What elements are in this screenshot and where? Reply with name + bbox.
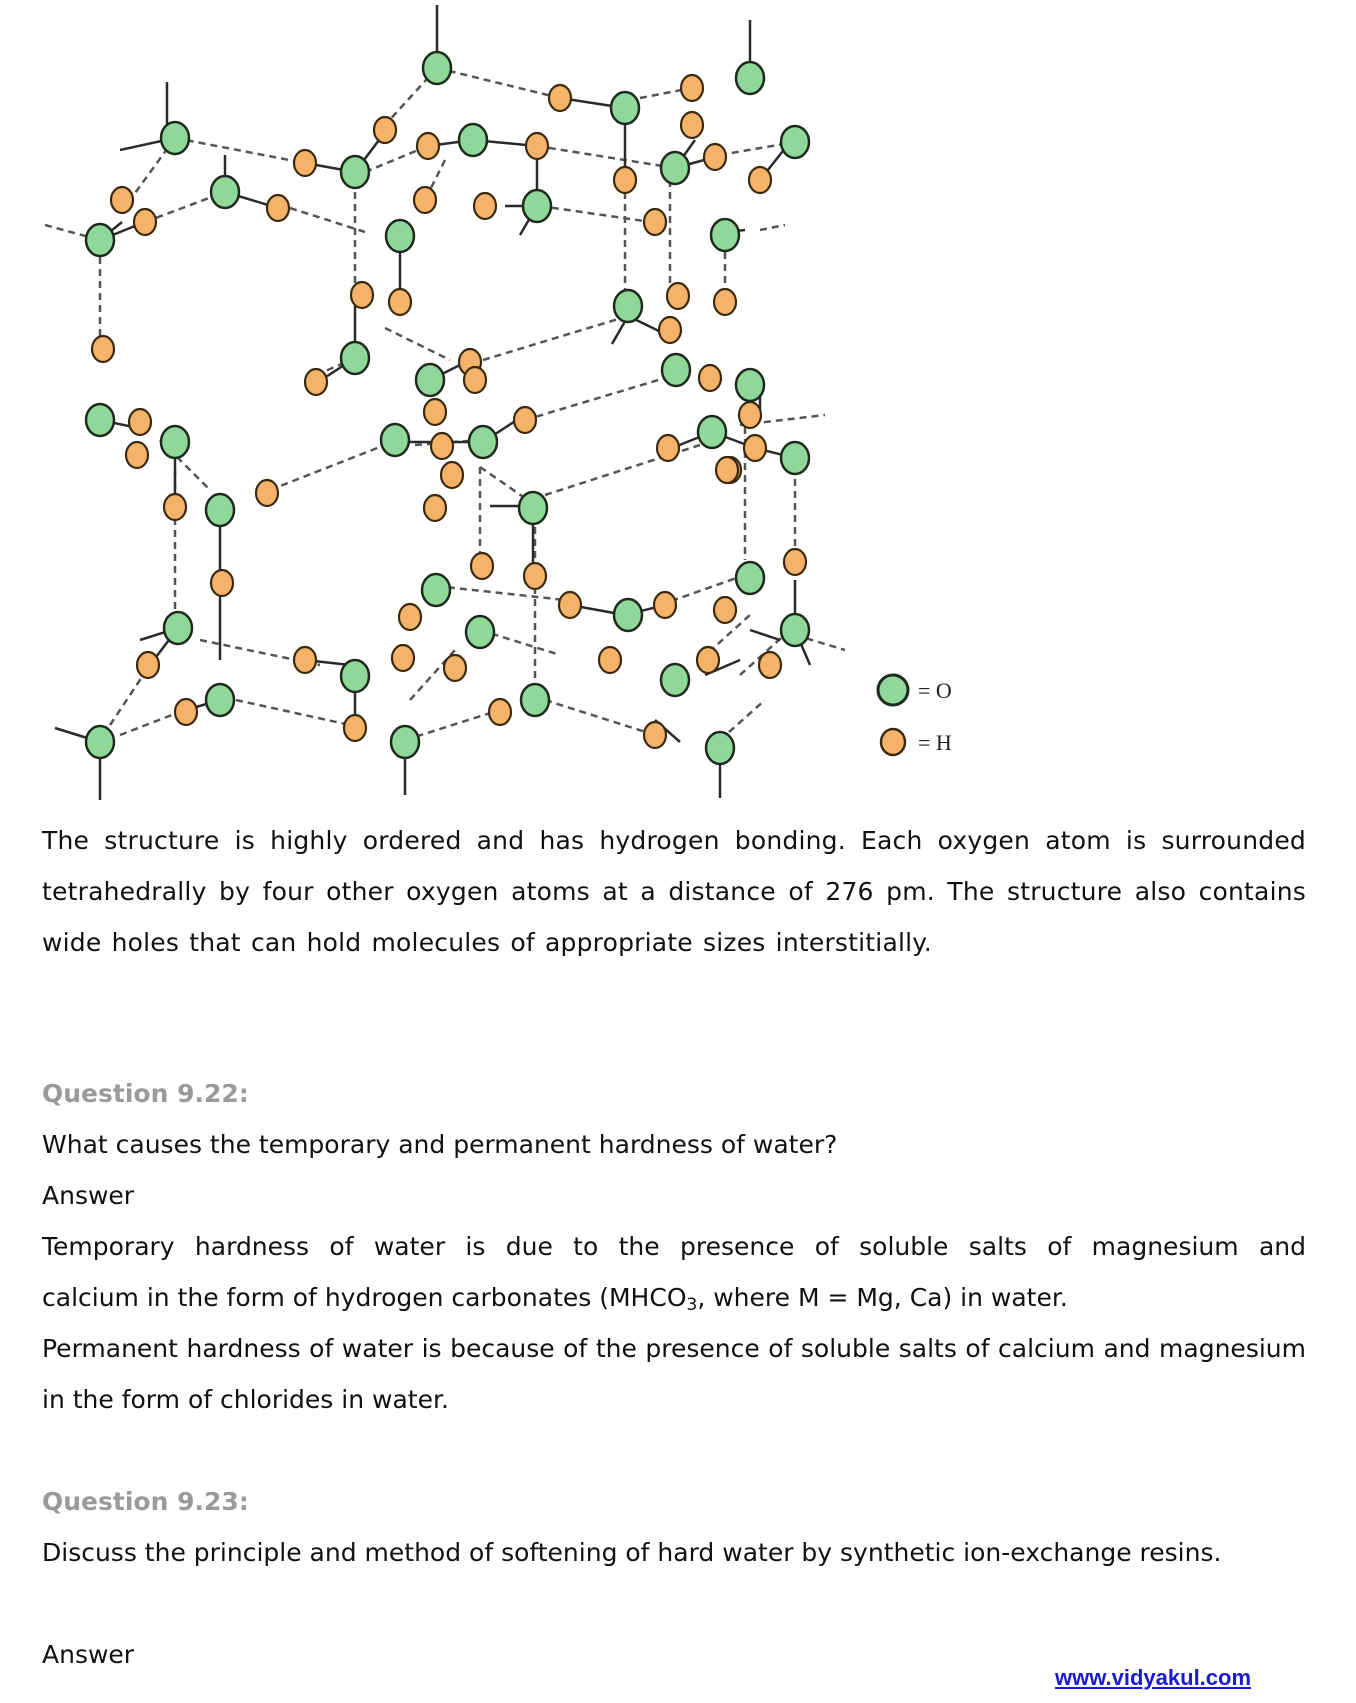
answer-permanent-hardness: Permanent hardness of water is because of the presence of soluble salts of calcium and magnesium in the form of chlorides in water. xyxy=(42,1334,1306,1414)
hydrogen-legend-icon xyxy=(881,729,905,755)
question-9-22-answer-label: Answer xyxy=(42,1181,135,1210)
oxygen-legend-icon xyxy=(878,675,908,705)
ice-structure-description: The structure is highly ordered and has hydrogen bonding. Each oxygen atom is surrounded tetrahedrally by four other oxygen atoms at a distance of 276 pm. The structure also contains wide holes that can hold molecules of appropriate sizes interstitially. xyxy=(42,826,1306,957)
hydrogen-legend-label: = H xyxy=(918,730,952,755)
answer-temporary-hardness-line2 xyxy=(42,1272,1068,1323)
answer-temporary-post: , where M = Mg, Ca) in water. xyxy=(697,1283,1068,1312)
question-9-23-text: Discuss the principle and method of softening of hard water by synthetic ion-exchange resins. xyxy=(42,1538,1222,1567)
question-9-22-text: What causes the temporary and permanent hardness of water? xyxy=(42,1130,838,1159)
hydrogen-atoms xyxy=(92,75,806,748)
question-9-23-answer-label: Answer xyxy=(42,1640,135,1669)
vidyakul-website-link[interactable]: www.vidyakul.com xyxy=(1055,1665,1252,1690)
question-9-23-heading: Question 9.23: xyxy=(42,1487,249,1516)
answer-temporary-pre: calcium in the form of hydrogen carbonates (MHCO xyxy=(42,1283,687,1312)
subscript-3: 3 xyxy=(686,1295,698,1315)
question-9-22-heading: Question 9.22: xyxy=(42,1079,249,1108)
diagram-legend xyxy=(878,675,952,755)
oxygen-legend-label: = O xyxy=(918,678,952,703)
hydrogen-bonds xyxy=(45,68,845,740)
ice-structure-diagram xyxy=(0,0,1356,800)
answer-temporary-hardness-line1: Temporary hardness of water is due to the presence of soluble salts of magnesium and xyxy=(42,1232,1306,1261)
